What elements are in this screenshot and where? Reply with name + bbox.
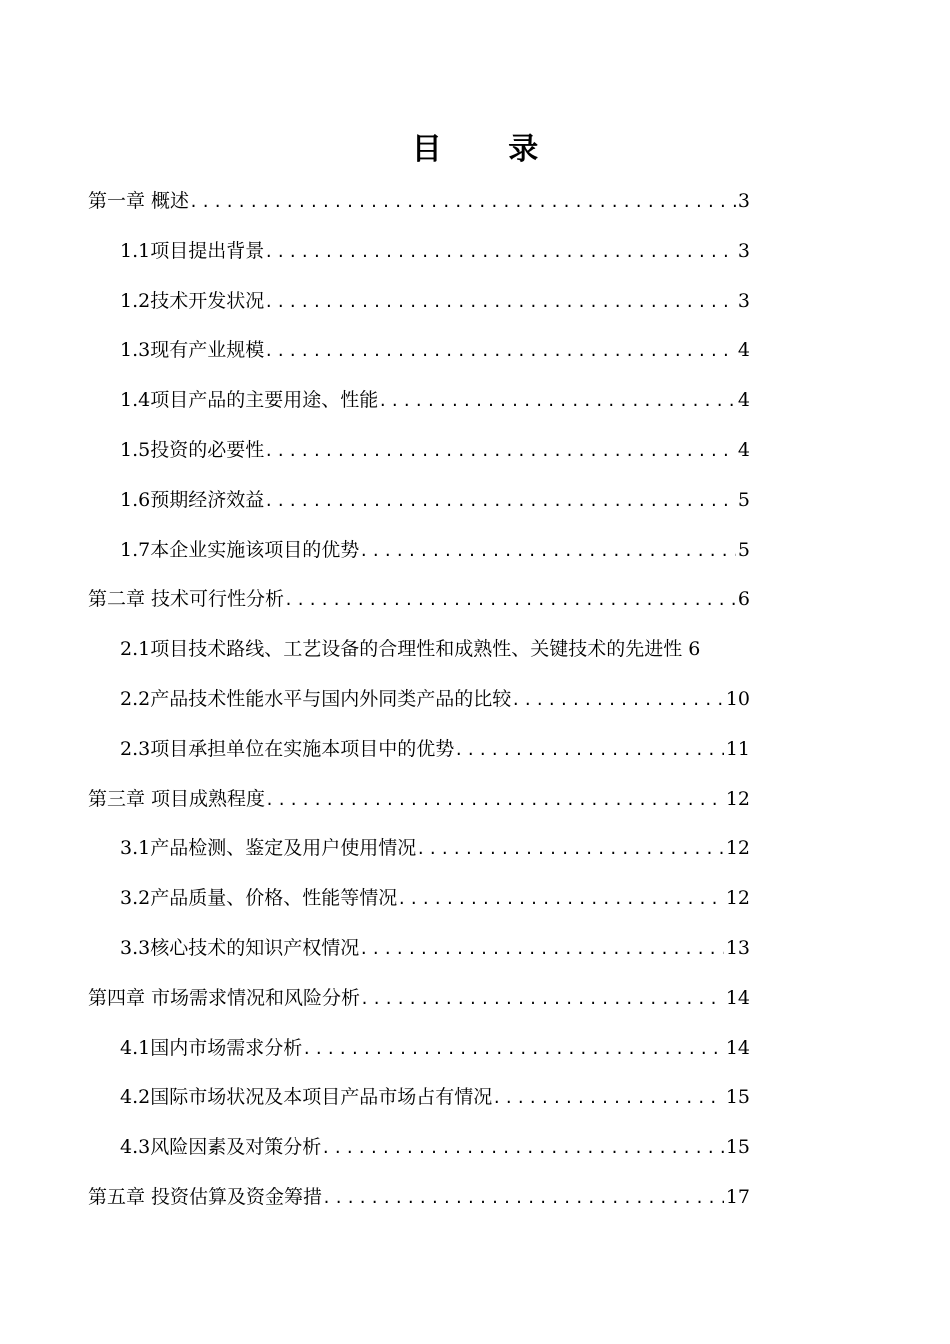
toc-chapter-entry[interactable]	[88, 579, 750, 629]
toc-entry-label: 3.1产品检测、鉴定及用户使用情况	[120, 837, 417, 860]
toc-entry-label: 第四章 市场需求情况和风险分析	[88, 986, 361, 1009]
toc-section-entry[interactable]	[88, 330, 750, 380]
toc-dot-leader	[454, 730, 724, 770]
toc-section-entry[interactable]	[88, 729, 750, 779]
toc-dot-leader	[416, 829, 724, 869]
toc-dot-leader	[265, 780, 724, 820]
toc-page-number: 3	[737, 239, 750, 262]
toc-section-entry[interactable]	[88, 878, 750, 928]
toc-entry-label: 4.2国际市场状况及本项目产品市场占有情况	[120, 1086, 493, 1109]
toc-entry-label: 1.7本企业实施该项目的优势	[120, 538, 360, 561]
table-of-contents	[88, 181, 750, 1227]
toc-entry-label: 1.6预期经济效益	[120, 488, 265, 511]
toc-entry-label: 1.1项目提出背景	[120, 239, 265, 262]
toc-title: 目 录	[411, 132, 567, 167]
toc-dot-leader	[284, 580, 736, 620]
toc-section-entry[interactable]	[88, 480, 750, 530]
toc-page-number: 12	[725, 837, 750, 860]
toc-dot-leader	[264, 282, 736, 322]
toc-section-entry[interactable]	[88, 629, 750, 679]
toc-page-number: 12	[725, 887, 750, 910]
toc-section-entry[interactable]	[88, 1127, 750, 1177]
toc-dot-leader	[264, 431, 736, 471]
toc-dot-leader	[511, 680, 724, 720]
toc-page-number: 5	[737, 488, 750, 511]
toc-dot-leader	[321, 1128, 724, 1168]
toc-dot-leader	[264, 481, 736, 521]
toc-entry-label: 第五章 投资估算及资金筹措	[88, 1185, 323, 1208]
toc-section-entry[interactable]	[88, 928, 750, 978]
toc-page-number: 15	[725, 1086, 750, 1109]
toc-section-entry[interactable]	[88, 430, 750, 480]
toc-entry-label: 1.3现有产业规模	[120, 339, 265, 362]
toc-page-number: 11	[725, 737, 750, 760]
toc-dot-leader	[360, 979, 724, 1019]
toc-entry-label: 2.2产品技术性能水平与国内外同类产品的比较	[120, 687, 512, 710]
toc-page-number: 10	[725, 687, 750, 710]
toc-entry-label: 4.3风险因素及对策分析	[120, 1136, 322, 1159]
toc-entry-label: 3.2产品质量、价格、性能等情况	[120, 887, 398, 910]
toc-page-number: 3	[737, 190, 750, 212]
toc-dot-leader	[378, 381, 736, 421]
toc-section-entry[interactable]	[88, 231, 750, 281]
toc-dot-leader	[264, 331, 736, 371]
toc-section-entry[interactable]	[88, 380, 750, 430]
toc-entry-label: 第二章 技术可行性分析	[88, 588, 285, 611]
toc-entry-label: 1.2技术开发状况	[120, 289, 265, 312]
toc-dot-leader	[322, 1178, 724, 1218]
toc-dot-leader	[189, 182, 736, 222]
toc-dot-leader	[359, 929, 724, 969]
toc-page-number: 3	[737, 289, 750, 312]
toc-dot-leader	[397, 879, 724, 919]
toc-entry-label: 1.5投资的必要性	[120, 438, 265, 461]
toc-section-entry[interactable]	[88, 281, 750, 331]
toc-section-entry[interactable]	[88, 1028, 750, 1078]
toc-section-entry[interactable]	[88, 1077, 750, 1127]
toc-chapter-entry[interactable]	[88, 978, 750, 1028]
toc-page-number: 12	[725, 787, 750, 810]
toc-page-number: 14	[725, 1036, 750, 1059]
toc-chapter-entry[interactable]	[88, 779, 750, 829]
toc-page-number: 17	[725, 1185, 750, 1208]
toc-chapter-entry[interactable]	[88, 1177, 750, 1227]
toc-entry-label: 第三章 项目成熟程度	[88, 787, 266, 810]
toc-dot-leader	[264, 232, 736, 272]
toc-page-number: 4	[737, 389, 750, 412]
toc-page-number: 5	[737, 538, 750, 561]
toc-page-number: 14	[725, 986, 750, 1009]
toc-page-number: 6	[737, 588, 750, 611]
toc-section-entry[interactable]	[88, 828, 750, 878]
toc-entry-label: 3.3核心技术的知识产权情况	[120, 936, 360, 959]
toc-entry-label: 1.4项目产品的主要用途、性能	[120, 389, 379, 412]
toc-page-number: 13	[725, 936, 750, 959]
toc-page-number: 4	[737, 339, 750, 362]
toc-section-entry[interactable]	[88, 530, 750, 580]
toc-entry-label: 2.3项目承担单位在实施本项目中的优势	[120, 737, 455, 760]
toc-section-entry[interactable]	[88, 679, 750, 729]
toc-entry-label: 2.1项目技术路线、工艺设备的合理性和成熟性、关键技术的先进性	[120, 638, 683, 661]
toc-dot-leader	[492, 1078, 724, 1118]
toc-dot-leader	[302, 1029, 724, 1069]
toc-page-number: 4	[737, 438, 750, 461]
toc-entry-label: 4.1国内市场需求分析	[120, 1036, 303, 1059]
toc-page-number: 6	[688, 638, 701, 661]
toc-chapter-entry[interactable]	[88, 181, 750, 231]
toc-dot-leader	[359, 531, 736, 571]
toc-entry-label: 第一章 概述	[88, 190, 190, 212]
toc-page-number: 15	[725, 1136, 750, 1159]
